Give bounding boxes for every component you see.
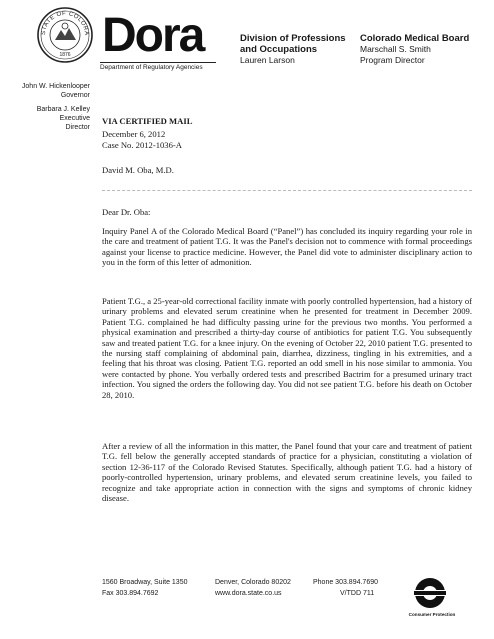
governor-title: Governor bbox=[60, 92, 90, 99]
director-name: Barbara J. Kelley bbox=[36, 106, 90, 113]
board-person-title: Program Director bbox=[360, 55, 425, 65]
footer-address: 1560 Broadway, Suite 1350 bbox=[102, 579, 188, 586]
case-number: Case No. 2012-1036-A bbox=[102, 140, 182, 150]
board-name: Colorado Medical Board bbox=[360, 33, 470, 44]
division-line-2: and Occupations bbox=[240, 44, 318, 55]
colorado-state-seal bbox=[36, 6, 94, 64]
director-title-line-2: Director bbox=[65, 124, 90, 131]
division-director: Lauren Larson bbox=[240, 55, 295, 65]
footer-fax: Fax 303.894.7692 bbox=[102, 590, 159, 597]
paragraph-3: After a review of all the information in this matter, the Panel found that your care and treatment of patient T.G. fell below the generally accepted standards of practice for a physician, constituting a violation of section 12-36-117 of the Colorado Revised Statutes. Specifically, although patient T.G. had a history of poorly-controlled hypertension, urinary problems, and elevated serum creatinine levels, you failed to recognize and take appropriate action in connection with the signs and symptoms of chronic kidney disease. bbox=[102, 441, 472, 504]
director-title-line-1: Executive bbox=[59, 115, 90, 122]
footer-city: Denver, Colorado 80202 bbox=[215, 579, 291, 586]
dora-logo: Dora bbox=[102, 9, 204, 62]
consumer-protection-logo bbox=[410, 573, 450, 613]
seal-text: STATE OF COLORA bbox=[40, 10, 90, 36]
board-person: Marschall S. Smith bbox=[360, 44, 431, 54]
governor-name: John W. Hickenlooper bbox=[21, 83, 90, 90]
division-line-1: Division of Professions bbox=[240, 33, 346, 44]
svg-text:STATE OF COLORADO bbox=[36, 6, 89, 36]
letter-date: December 6, 2012 bbox=[102, 129, 166, 139]
consumer-protection-label: Consumer Protection bbox=[408, 612, 456, 617]
footer-website: www.dora.state.co.us bbox=[215, 590, 282, 597]
paragraph-2: Patient T.G., a 25-year-old correctional facility inmate with poorly controlled hypertension, had a history of urinary problems and elevated serum creatinine when he presented for treatment in December 2009. Patient T.G. complained he had difficulty passing urine for the previous two months. You performed a physical examination and prescribed a thirty-day course of antibiotics for patient T.G. You subsequently saw and treated patient T.G. for a knee injury. On the evening of October 22, 2010 patient T.G. presented to the nursing staff complaining of abdominal pain, diarrhea, dizziness, tingling in his extremities, and a feeling that his throat was closing. Patient T.G. reported an odd smell in his nose similar to ammonia. You were contacted by phone. You verbally ordered tests and prescribed Bactrim for a presumed urinary tract infection. You signed the orders the following day. You did not see patient T.G. before his death on October 28, 2010. bbox=[102, 296, 472, 400]
scan-artifact-line bbox=[102, 190, 472, 191]
footer-tdd: V/TDD 711 bbox=[340, 590, 375, 597]
footer-phone: Phone 303.894.7690 bbox=[313, 579, 379, 586]
paragraph-1: Inquiry Panel A of the Colorado Medical Board (“Panel”) has concluded its inquiry regarding your role in the care and treatment of patient T.G. It was the Panel's decision not to commence with formal proceedings against your license to practice medicine. However, the Panel did vote to administer disciplinary action to you in the form of this letter of admonition. bbox=[102, 226, 472, 268]
seal-year: 1876 bbox=[59, 52, 71, 58]
recipient: David M. Oba, M.D. bbox=[102, 165, 174, 175]
delivery-method: VIA CERTIFIED MAIL bbox=[102, 116, 193, 126]
department-name: Department of Regulatory Agencies bbox=[100, 64, 203, 71]
salutation: Dear Dr. Oba: bbox=[102, 207, 151, 217]
